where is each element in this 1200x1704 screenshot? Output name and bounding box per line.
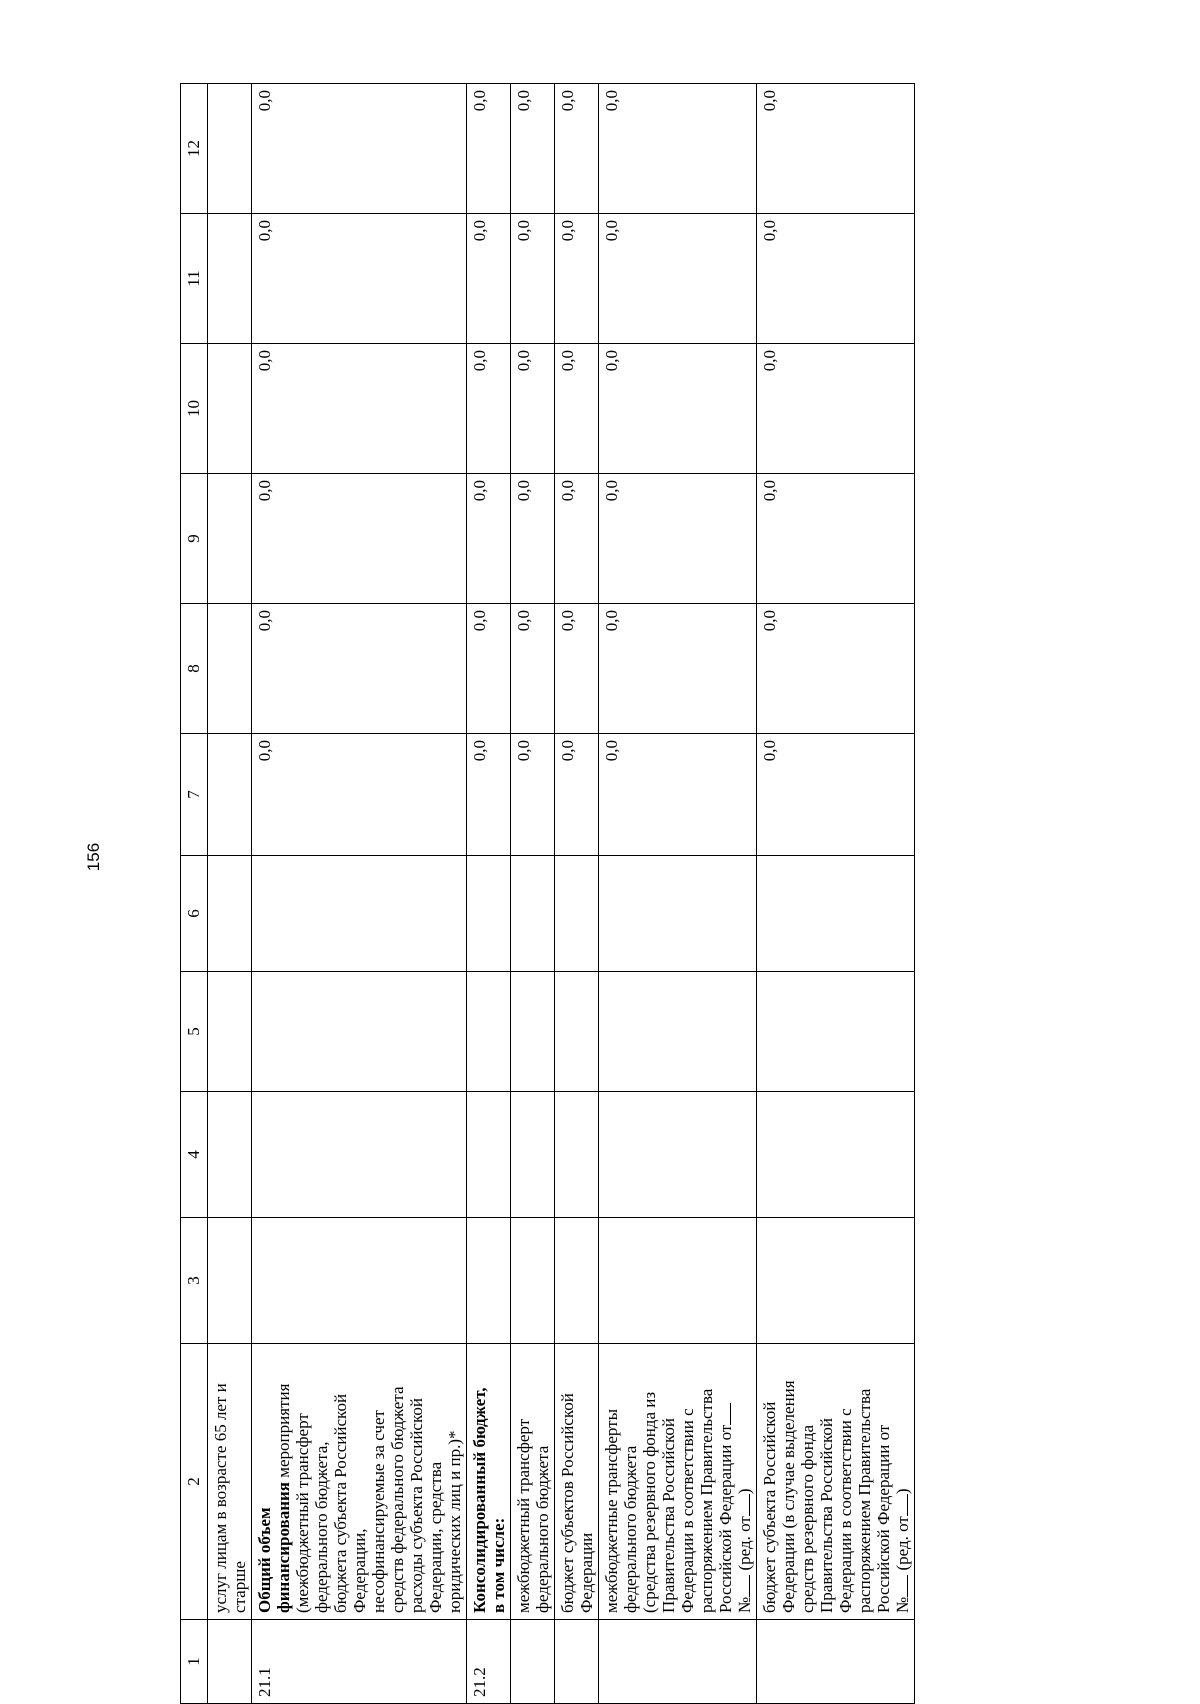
row-number-cell [757,1620,915,1704]
value-cell: 0,0 [467,214,511,344]
description-line [697,1350,716,1613]
description-text: средств резервного фонда [798,1424,817,1613]
description-line [874,1350,893,1613]
value-cell [252,856,467,972]
description-text: федерального бюджета, [312,1441,331,1613]
description-text: федерального бюджета [621,1445,640,1613]
description-text: № [893,1596,912,1613]
value-cell: 0,0 [757,84,915,214]
value-cell: 0,0 [599,344,757,474]
description-line [577,1350,596,1613]
description-cell [208,1344,252,1620]
description-text: № [735,1596,754,1613]
table-body [208,84,915,1704]
description-line [514,1350,533,1613]
value-cell [511,1218,555,1344]
description-line [817,1350,836,1613]
description-line [659,1350,678,1613]
value-cell: 0,0 [555,344,599,474]
column-header: 11 [181,214,208,344]
column-header: 4 [181,1092,208,1218]
column-header: 7 [181,734,208,856]
value-cell [511,856,555,972]
value-cell [511,1092,555,1218]
row-number-cell: 21.2 [467,1620,511,1704]
value-cell [757,1218,915,1344]
description-line [369,1350,388,1613]
description-text: расходы субъекта Российской [407,1398,426,1613]
value-cell: 0,0 [757,344,915,474]
value-cell: 0,0 [511,604,555,734]
value-cell [757,856,915,972]
description-text: ) [735,1488,754,1495]
description-text: Консолидированный бюджет, [470,1387,489,1613]
description-text: Федерации (в случае выделения [779,1380,798,1613]
value-cell [252,1092,467,1218]
table-row [252,84,467,1704]
value-cell [208,856,252,972]
column-header: 2 [181,1344,208,1620]
value-cell [208,1218,252,1344]
value-cell: 0,0 [555,604,599,734]
value-cell [467,856,511,972]
description-text: Правительства Российской [659,1417,678,1613]
value-cell: 0,0 [252,84,467,214]
value-cell: 0,0 [599,474,757,604]
value-cell: 0,0 [252,474,467,604]
row-number-cell [208,1620,252,1704]
description-line [407,1350,426,1613]
value-cell: 0,0 [467,84,511,214]
blank-fill-line [893,1575,908,1597]
description-line [893,1350,912,1613]
value-cell: 0,0 [467,604,511,734]
value-cell: 0,0 [757,734,915,856]
column-header: 9 [181,474,208,604]
description-cell [599,1344,757,1620]
description-line [678,1350,697,1613]
description-text: бюджет субъектов Российской [558,1393,577,1613]
column-header: 1 [181,1620,208,1704]
value-cell: 0,0 [467,734,511,856]
value-cell: 0,0 [757,214,915,344]
value-cell: 0,0 [599,604,757,734]
blank-fill-line [735,1494,750,1516]
description-text: Российской Федерации от [874,1424,893,1613]
description-line [836,1350,855,1613]
value-cell: 0,0 [555,474,599,604]
description-text: бюджета субъекта Российской [331,1393,350,1613]
value-cell [555,1092,599,1218]
description-text: (межбюджетный трансферт [293,1413,312,1613]
value-cell [599,1092,757,1218]
description-text: Федерации в соответствии с [836,1408,855,1613]
value-cell [252,972,467,1092]
description-line [470,1350,489,1613]
value-cell [252,1218,467,1344]
description-text: несофинансируемые за счет [369,1410,388,1613]
description-text: Общий объем [255,1507,274,1613]
value-cell: 0,0 [467,344,511,474]
description-text: (ред. от [893,1516,912,1575]
description-line [855,1350,874,1613]
value-cell [555,1218,599,1344]
description-line [621,1350,640,1613]
description-text: Федерации в соответствии с [678,1408,697,1613]
table-row [555,84,599,1704]
description-cell [511,1344,555,1620]
value-cell [467,972,511,1092]
description-line [388,1350,407,1613]
table-row [467,84,511,1704]
value-cell: 0,0 [599,734,757,856]
value-cell: 0,0 [511,344,555,474]
description-cell [252,1344,467,1620]
value-cell: 0,0 [555,734,599,856]
description-text: ) [893,1488,912,1495]
page-number: 156 [84,842,103,872]
blank-fill-line [735,1575,750,1597]
description-line [211,1350,230,1613]
value-cell: 0,0 [555,84,599,214]
table-row [757,84,915,1704]
column-header: 12 [181,84,208,214]
value-cell: 0,0 [599,214,757,344]
description-text: средств федерального бюджета [388,1386,407,1613]
value-cell [599,856,757,972]
financing-table [180,83,915,1704]
description-text: бюджет субъекта Российской [760,1401,779,1613]
row-number-cell [555,1620,599,1704]
description-line [716,1350,735,1613]
description-line [798,1350,817,1613]
value-cell [511,972,555,1092]
value-cell [555,972,599,1092]
description-text: финансирования [274,1482,293,1613]
description-text: распоряжением Правительства [697,1388,716,1613]
description-line [735,1350,754,1613]
description-cell [467,1344,511,1620]
value-cell: 0,0 [252,604,467,734]
row-number-cell [599,1620,757,1704]
value-cell [208,972,252,1092]
description-line [760,1350,779,1613]
description-line [331,1350,350,1613]
description-line [426,1350,445,1613]
rotated-table-sheet [180,84,1120,1704]
value-cell [208,84,252,214]
value-cell: 0,0 [511,734,555,856]
description-text: мероприятия [274,1383,293,1482]
description-line [293,1350,312,1613]
description-text: федерального бюджета [533,1445,552,1613]
description-text: в том числе: [489,1517,508,1613]
description-text: межбюджетный трансферт [514,1418,533,1613]
value-cell: 0,0 [511,474,555,604]
description-text: Федерации, средства [426,1461,445,1613]
blank-fill-line [893,1494,908,1516]
value-cell: 0,0 [511,84,555,214]
description-text: Российской Федерации от [716,1424,735,1613]
row-number-cell [511,1620,555,1704]
description-line [255,1350,274,1613]
description-text: Федерации, [350,1528,369,1613]
value-cell: 0,0 [467,474,511,604]
description-text: распоряжением Правительства [855,1388,874,1613]
value-cell [467,1218,511,1344]
value-cell: 0,0 [252,734,467,856]
description-line [640,1350,659,1613]
description-text: Федерации [577,1532,596,1613]
description-cell [555,1344,599,1620]
column-header: 8 [181,604,208,734]
table-row [511,84,555,1704]
value-cell [208,474,252,604]
description-line [312,1350,331,1613]
value-cell [555,856,599,972]
value-cell: 0,0 [555,214,599,344]
blank-fill-line [716,1403,731,1425]
value-cell [208,734,252,856]
value-cell [208,1092,252,1218]
description-line [489,1350,508,1613]
description-line [445,1350,464,1613]
value-cell: 0,0 [757,604,915,734]
table-row [599,84,757,1704]
description-line [602,1350,621,1613]
description-line [350,1350,369,1613]
header-row [181,84,208,1704]
description-text: старше [230,1561,249,1613]
value-cell [208,344,252,474]
description-text: юридических лиц и пр.)* [445,1430,464,1613]
value-cell [599,1218,757,1344]
description-line [230,1350,249,1613]
description-text: Правительства Российской [817,1417,836,1613]
column-header: 10 [181,344,208,474]
description-text: услуг лицам в возрасте 65 лет и [211,1383,230,1613]
description-line [274,1350,293,1613]
description-text: (ред. от [735,1516,754,1575]
column-header: 3 [181,1218,208,1344]
value-cell: 0,0 [599,84,757,214]
row-number-cell: 21.1 [252,1620,467,1704]
value-cell [757,1092,915,1218]
description-text: межбюджетные трансферты [602,1409,621,1613]
table-row [208,84,252,1704]
description-line [779,1350,798,1613]
column-header: 5 [181,972,208,1092]
value-cell [757,972,915,1092]
column-header: 6 [181,856,208,972]
value-cell [599,972,757,1092]
value-cell [208,604,252,734]
value-cell: 0,0 [757,474,915,604]
value-cell: 0,0 [252,344,467,474]
value-cell: 0,0 [252,214,467,344]
description-text: (средства резервного фонда из [640,1391,659,1613]
description-line [558,1350,577,1613]
value-cell [467,1092,511,1218]
description-cell [757,1344,915,1620]
value-cell [208,214,252,344]
description-line [533,1350,552,1613]
value-cell: 0,0 [511,214,555,344]
